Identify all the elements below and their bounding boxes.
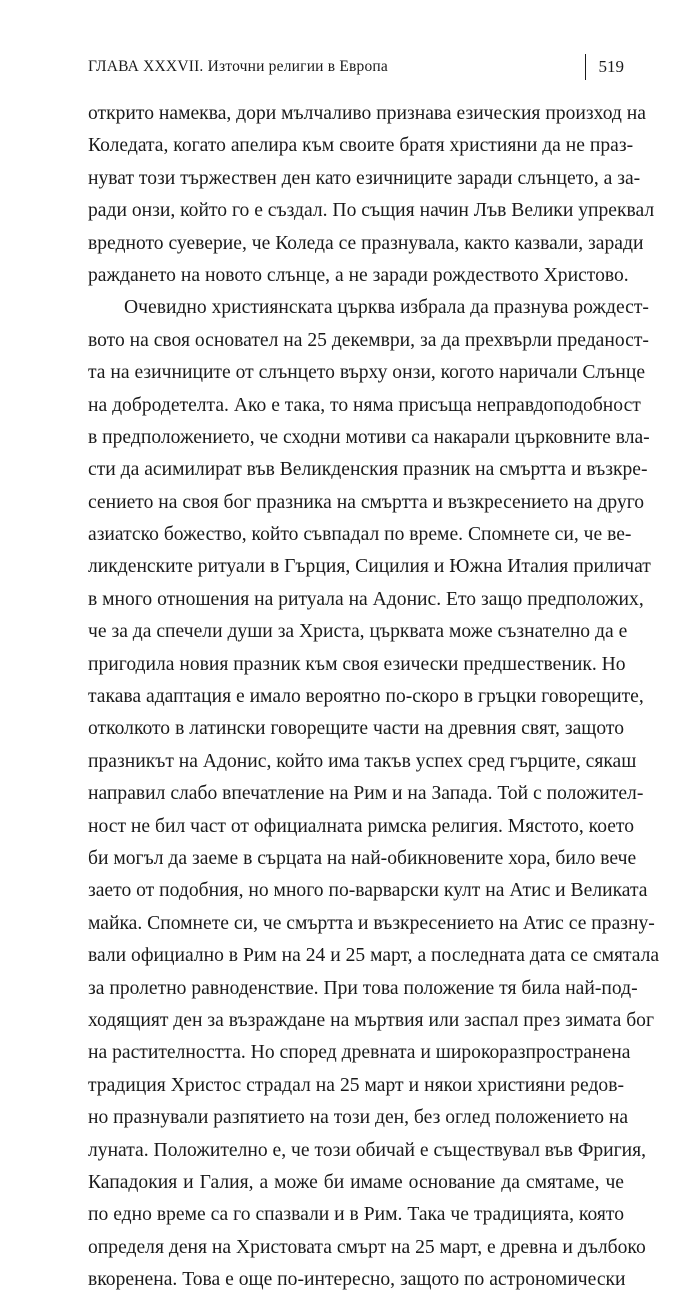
text-line: нуват този тържествен ден като езичниците заради слънцето, а за-: [88, 167, 641, 189]
text-line: би могъл да заеме в сърцата на най-обикновените хора, било вече: [88, 847, 637, 869]
text-line: вкоренена. Това е още по-интересно, защото по астрономически: [88, 1269, 626, 1291]
text-line: луната. Положително е, че този обичай е съществувал във Фригия,: [88, 1139, 647, 1161]
text-line: за пролетно равноденствие. При това положение тя била най-под-: [88, 977, 638, 999]
text-line: по едно време са го спазвали и в Рим. Така че традицията, която: [88, 1204, 624, 1226]
text-line: празникът на Адонис, който има такъв успех сред гърците, сякаш: [88, 750, 637, 772]
text-line: ликденските ритуали в Гърция, Сицилия и Южна Италия приличат: [88, 556, 651, 578]
text-line: ходящият ден за възраждане на мъртвия или заспал през зимата бог: [88, 1009, 655, 1031]
text-line: на растителността. Но според древната и широкоразпространена: [88, 1042, 631, 1064]
text-line: традиция Христос страдал на 25 март и някои християни редов-: [88, 1074, 624, 1096]
text-line: заето от подобния, но много по-варварски култ на Атис и Великата: [88, 880, 648, 902]
text-line: вали официално в Рим на 24 и 25 март, а последната дата се смятала: [88, 945, 660, 967]
text-line: в много отношения на ритуала на Адонис. Ето защо предположих,: [88, 588, 644, 610]
text-line: определя деня на Христовата смърт на 25 март, е древна и дълбоко: [88, 1236, 646, 1258]
text-line: вото на своя основател на 25 декември, за да прехвърли преданост-: [88, 329, 649, 351]
text-line: но празнували разпятието на този ден, без оглед положението на: [88, 1107, 629, 1129]
text-line: ност не бил част от официалната римска религия. Мястото, което: [88, 815, 635, 837]
chapter-title: ГЛАВА XXXVII. Източни религии в Европа: [88, 58, 389, 75]
text-line: в предположението, че сходни мотиви са накарали църковните вла-: [88, 426, 650, 448]
text-line: ради онзи, който го е създал. По същия начин Лъв Велики упреквал: [88, 200, 655, 222]
text-line: отколкото в латински говорещите части на древния свят, защото: [88, 718, 624, 740]
header-divider: [585, 54, 586, 80]
text-line: такава адаптация е имало вероятно по-скоро в гръцки говорещите,: [88, 686, 644, 708]
page-number: 519: [598, 57, 624, 76]
text-line: та на езичниците от слънцето върху онзи, когото наричали Слънце: [88, 362, 646, 384]
text-line: Очевидно християнската църква избрала да празнува рождест-: [124, 297, 649, 319]
text-line: азиатско божество, който съвпадал по време. Спомнете си, че ве-: [88, 524, 632, 546]
text-line: на добродетелта. Ако е така, то няма присъща неправдоподобност: [88, 394, 641, 416]
text-line: че за да спечели души за Христа, църквата може съзнателно да е: [88, 621, 628, 643]
text-line: раждането на новото слънце, а не заради рождеството Христово.: [88, 264, 629, 286]
text-line: открито намеква, дори мълчаливо признава езическия произход на: [88, 103, 646, 124]
text-line: направил слабо впечатление на Рим и на Запада. Той с положител-: [88, 783, 644, 805]
text-line: сти да асимилират във Великденския празник на смъртта и възкре-: [88, 459, 648, 481]
paragraph-2: [88, 292, 660, 1296]
body-text: [88, 98, 660, 1296]
text-line: вредното суеверие, че Коледа се празнувала, както казвали, заради: [88, 232, 644, 254]
text-line: пригодила новия празник към своя езически предшественик. Но: [88, 653, 626, 675]
text-line: Кападокия и Галия, а може би имаме основание да смятаме, че: [88, 1171, 624, 1193]
text-line: майка. Спомнете си, че смъртта и възкресението на Атис се празну-: [88, 912, 655, 934]
text-line: сението на своя бог празника на смъртта и възкресението на друго: [88, 491, 645, 513]
running-head: [88, 54, 624, 82]
text-line: Коледата, когато апелира към своите братя християни да не праз-: [88, 135, 634, 157]
paragraph-1: [88, 98, 655, 292]
